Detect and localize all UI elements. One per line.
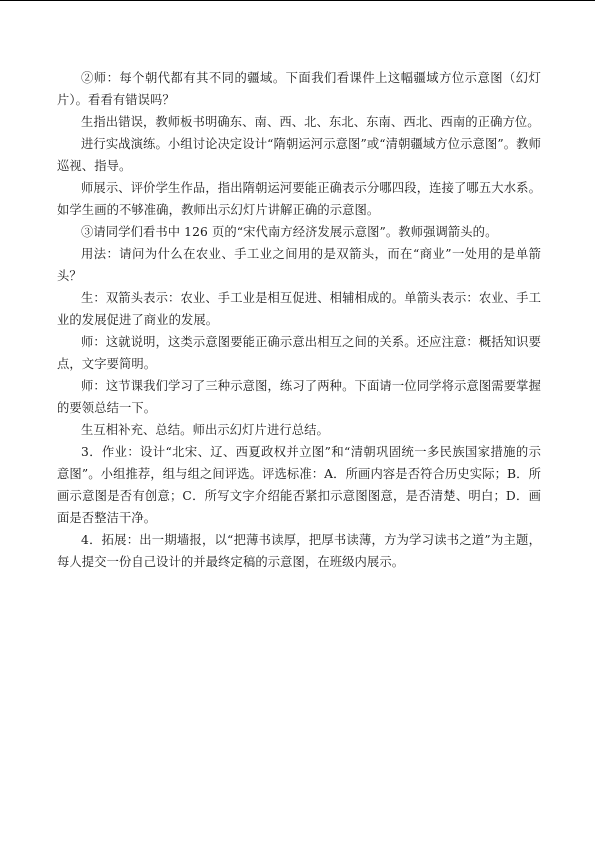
paragraph-student-directions: 生指出错误，教师板书明确东、南、西、北、东北、东南、西北、西南的正确方位。 bbox=[81, 115, 540, 129]
paragraph-evaluate-works: 师展示、评价学生作品，指出隋朝运河要能正确表示分哪四段，连接了哪五大水系。如学生画的不够准确，教师出示幻灯片讲解正确的示意图。 bbox=[57, 181, 541, 217]
paragraph-teacher-territory: ②师：每个朝代都有其不同的疆域。下面我们看课件上这幅疆域方位示意图（幻灯片）。看看有错误吗？ bbox=[57, 71, 541, 107]
paragraph-students-supplement: 生互相补充、总结。师出示幻灯片进行总结。 bbox=[81, 423, 329, 437]
paragraph-lesson-review: 师：这节课我们学习了三种示意图，练习了两种。下面请一位同学将示意图需要掌握的要领总结一下。 bbox=[57, 379, 541, 415]
paragraph-teacher-summary: 师：这就说明，这类示意图要能正确示意出相互之间的关系。还应注意：概括知识要点，文字要简明。 bbox=[57, 335, 541, 371]
document-body bbox=[57, 67, 541, 573]
paragraph-homework: 3．作业：设计“北宋、辽、西夏政权并立图”和“清朝巩固统一多民族国家措施的示意图”。小组推荐，组与组之间评选。评选标准：A．所画内容是否符合历史实际；B．所画示意图是否有创意；C．所写文字介绍能否紧扣示意图图意，是否清楚、明白；D．画面是否整洁干净。 bbox=[57, 445, 541, 525]
paragraph-textbook-page: ③请同学们看书中 126 页的“宋代南方经济发展示意图”。教师强调箭头的。 bbox=[81, 225, 498, 239]
paragraph-extension: 4．拓展：出一期墙报，以“把薄书读厚，把厚书读薄，方为学习读书之道”为主题，每人提交一份自己设计的并最终定稿的示意图，在班级内展示。 bbox=[57, 533, 541, 569]
paragraph-student-answer: 生：双箭头表示：农业、手工业是相互促进、相辅相成的。单箭头表示：农业、手工业的发展促进了商业的发展。 bbox=[57, 291, 541, 327]
paragraph-arrow-usage: 用法：请问为什么在农业、手工业之间用的是双箭头，而在“商业”一处用的是单箭头？ bbox=[57, 247, 541, 283]
page-top-border bbox=[0, 0, 595, 1]
paragraph-practice-drill: 进行实战演练。小组讨论决定设计“隋朝运河示意图”或“清朝疆域方位示意图”。教师巡视、指导。 bbox=[57, 137, 541, 173]
